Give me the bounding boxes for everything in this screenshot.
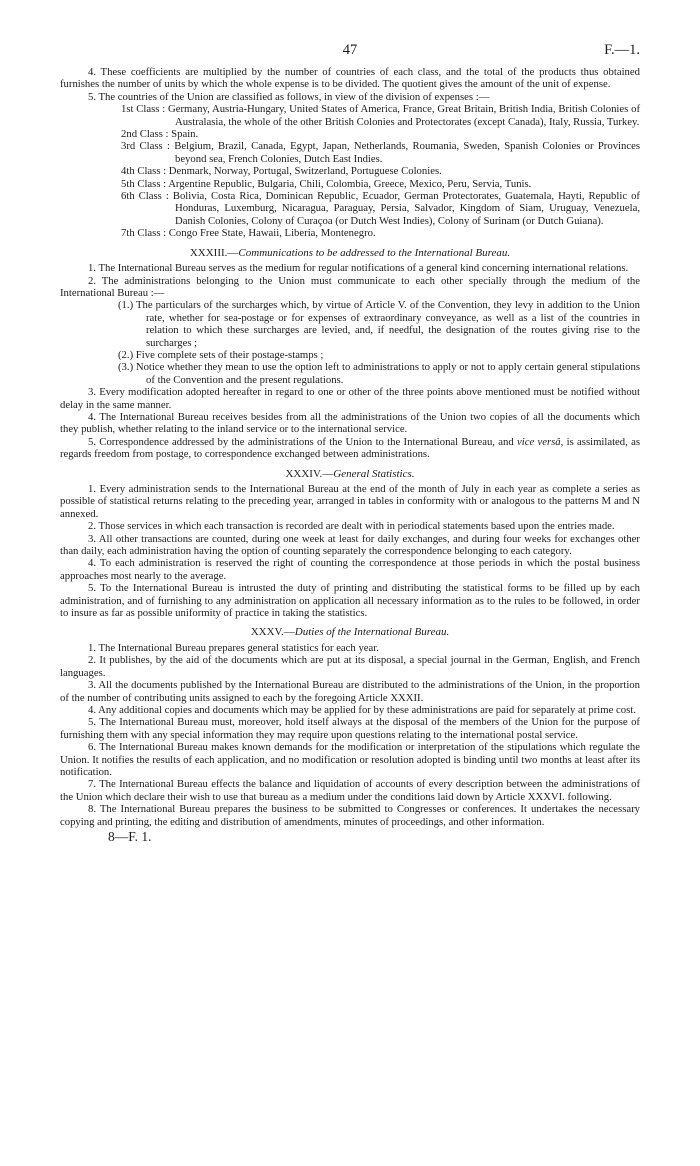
paragraph: 1. The International Bureau serves as the medium for regular notifications of a general kind concerning international relations. — [88, 262, 629, 275]
paragraph: 8. The International Bureau prepares the business to be submitted to Congresses or conferences. It undertakes the necessary copying and printing, the editing and distribution of amendments, minutes of proceedings, and other information. — [60, 803, 640, 828]
paragraph: 1. The International Bureau prepares general statistics for each year. — [88, 641, 379, 654]
paragraph: 2. It publishes, by the aid of the documents which are put at its disposal, a special journal in the German, English, and French languages. — [60, 654, 640, 679]
paragraph: 6. The International Bureau makes known demands for the modification or interpretation of the stipulations which regulate the Union. It notifies the results of each application, and no modification or resolution adopted is binding until two months at least after its notification. — [60, 741, 640, 778]
paragraph: 4. The International Bureau receives besides from all the administrations of the Union two copies of all the documents which they publish, whether relating to the inland service or to the international service. — [60, 410, 640, 436]
paragraph: 2. The administrations belonging to the Union must communicate to each other specially through the medium of the International Bureau :— — [60, 274, 640, 299]
paragraph: 7. The International Bureau effects the balance and liquidation of accounts of every description between the administrations of the Union which declare their wish to use that bureau as a medium under the conditions laid down by Article XXXVI. following. — [60, 778, 640, 803]
sub-item: (3.) Notice whether they mean to use the option left to administrations to apply or not to apply certain general stipulations of the Convention and the present regulations. — [118, 361, 640, 386]
section-heading-xxxiv — [60, 468, 640, 480]
paragraph: 3. All the documents published by the International Bureau are distributed to the administrations of the Union, in the proportion of the number of contributing units assigned to each by the foregoing Article XXXII. — [60, 679, 640, 704]
page-number: 47 — [342, 42, 358, 58]
sub-item: (2.) Five complete sets of their postage-stamps ; — [118, 348, 324, 361]
page-header — [60, 44, 640, 66]
country-classes — [60, 103, 640, 239]
paragraph: 4. Any additional copies and documents which may be applied for by these administrations are paid for separately at prime cost. — [88, 703, 636, 716]
paragraph — [60, 436, 640, 461]
signature-mark: 8—F. 1. — [108, 828, 152, 844]
document-reference: F.—1. — [604, 42, 640, 58]
paragraph: 5. The International Bureau must, moreover, hold itself always at the disposal of the members of the Union for the purpose of furnishing them with any special information they may require upon questions relating to the international postal service. — [60, 716, 640, 741]
class-item: 5th Class : Argentine Republic, Bulgaria, Chili, Colombia, Greece, Mexico, Peru, Servia, Tunis. — [121, 177, 532, 190]
section-title: General Statistics. — [333, 467, 415, 480]
section-number: XXXIV.— — [285, 467, 334, 480]
section-heading-xxxv — [60, 626, 640, 638]
section-title: Communications to be addressed to the International Bureau. — [238, 246, 511, 259]
italic-phrase: vice versâ, — [517, 435, 564, 448]
class-item: 4th Class : Denmark, Norway, Portugal, Switzerland, Portuguese Colonies. — [121, 165, 442, 178]
paragraph: 2. Those services in which each transaction is recorded are dealt with in periodical statements based upon the entries made. — [88, 520, 615, 533]
paragraph: 1. Every administration sends to the International Bureau at the end of the month of July in each year as complete a series as possible of statistical returns relating to the preceding year, arranged in tables in conformity with or analogous to the patterns M and N annexed. — [60, 483, 640, 520]
section-title: Duties of the International Bureau. — [294, 626, 450, 639]
text-run: 5. Correspondence addressed by the administrations of the Union to the International Bureau, and — [88, 435, 517, 448]
text-run: is assimilated, as regards freedom from postage, to correspondence exchanged between administrations. — [60, 435, 641, 461]
sub-item: (1.) The particulars of the surcharges which, by virtue of Article V. of the Convention, they levy in addition to the Union rate, whether for sea-postage or for expenses of extraordinary conveyance, as well as a list of the countries in relation to which these surcharges are levied, and, if needful, the designation of the routes giving rise to the surcharges ; — [118, 299, 640, 349]
paragraph: 3. All other transactions are counted, during one week at least for daily exchanges, and during four weeks for exchanges other than daily, each administration having the option of counting separately the correspondence belonging to each category. — [60, 532, 640, 558]
paragraph: 3. Every modification adopted hereafter in regard to one or other of the three points above mentioned must be notified without delay in the same manner. — [60, 386, 640, 411]
class-item: 3rd Class : Belgium, Brazil, Canada, Egypt, Japan, Netherlands, Roumania, Sweden, Spanish Colonies or Provinces beyond sea, French Colonies, Dutch East Indies. — [121, 140, 640, 165]
section-number: XXXIII.— — [189, 246, 239, 259]
class-item: 7th Class : Congo Free State, Hawaii, Liberia, Montenegro. — [121, 227, 376, 240]
paragraph: 4. To each administration is reserved the right of counting the correspondence at those periods in which the postal business approaches most nearly to the average. — [60, 557, 640, 582]
class-item: 2nd Class : Spain. — [121, 128, 199, 141]
section-heading-xxxiii — [60, 247, 640, 259]
class-item: 1st Class : Germany, Austria-Hungary, United States of America, France, Great Britain, British India, British Colonies of Australasia, the whole of the other British Colonies and Protectorates (except Canada), Italy, Russia, Turkey. — [121, 103, 640, 128]
paragraph-5: 5. The countries of the Union are classified as follows, in view of the division of expenses :— — [88, 90, 490, 103]
paragraph: 5. To the International Bureau is intrusted the duty of printing and distributing the statistical forms to be filled up by each administration, and of furnishing to any administration on application all necessary information as to the rules to be followed, in order to insure as far as possible uniformity of practice in taking the statistics. — [60, 582, 640, 620]
section-number: XXXV.— — [250, 626, 295, 639]
class-item: 6th Class : Bolivia, Costa Rica, Dominican Republic, Ecuador, German Protectorates, Guatemala, Hayti, Republic of Honduras, Luxemburg, Nicaragua, Paraguay, Persia, Salvador, Kingdom of Siam, Uruguay, Venezuela, Danish Colonies, Colony of Curaçoa (or Dutch West Indies), Colony of Surinam (or Dutch Guiana). — [121, 190, 640, 227]
paragraph-4: 4. These coefficients are multiplied by the number of countries of each class, and the total of the products thus obtained furnishes the number of units by which the whole expense is to be divided. The quotient gives the amount of the unit of expense. — [60, 66, 640, 91]
